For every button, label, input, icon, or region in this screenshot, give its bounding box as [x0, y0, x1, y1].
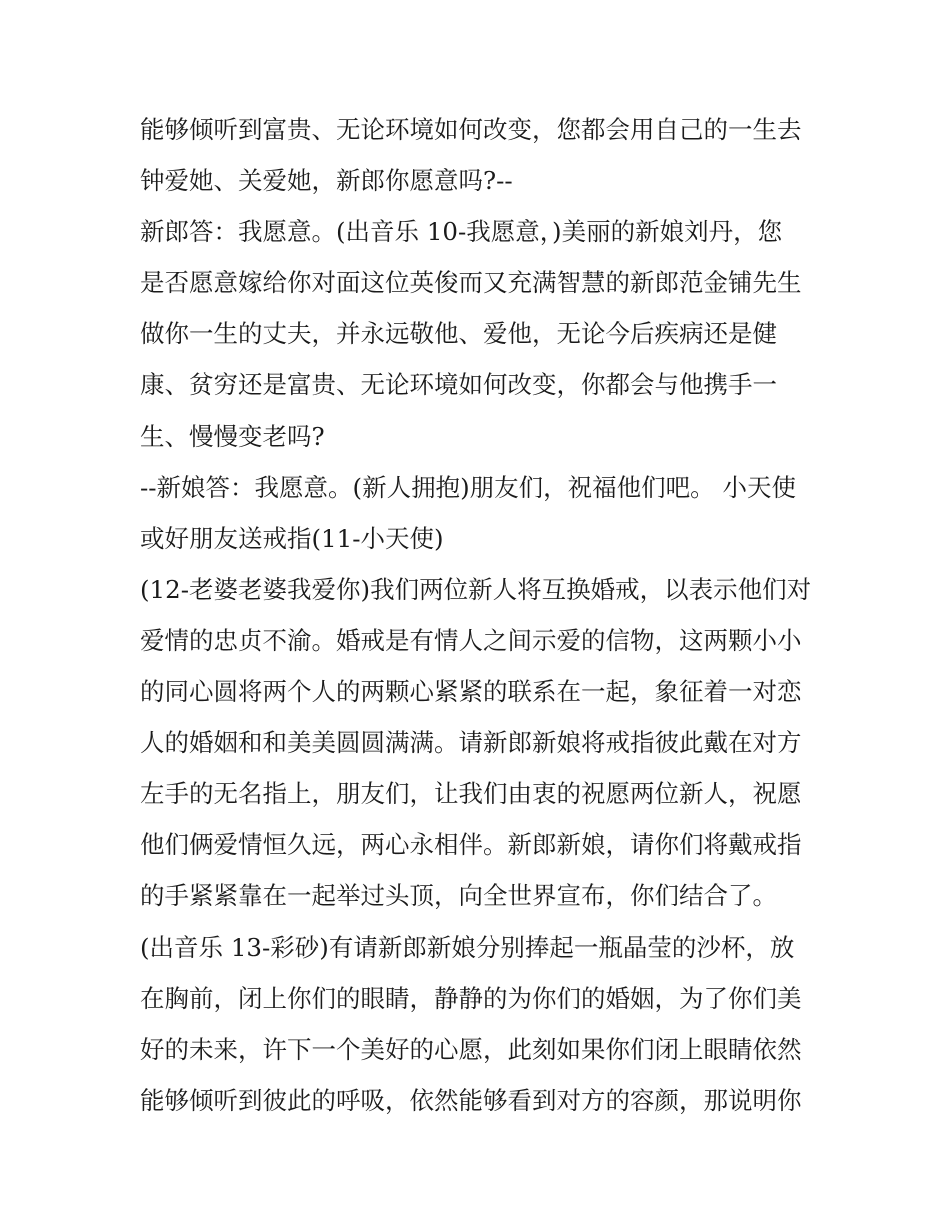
text-line: 生、慢慢变老吗?	[140, 421, 325, 451]
text-line: 做你一生的丈夫，并永远敬他、爱他，无论今后疾病还是健	[140, 319, 777, 349]
text-line: 能够倾听到彼此的呼吸，依然能够看到对方的容颜，那说明你	[140, 1085, 802, 1115]
text-line: (12-老婆老婆我爱你)我们两位新人将互换婚戒，以表示他们对	[140, 574, 812, 604]
text-line: 爱情的忠贞不渝。婚戒是有情人之间示爱的信物，这两颗小小	[140, 625, 802, 655]
document-body-text	[140, 104, 820, 1126]
text-line: 他们俩爱情恒久远，两心永相伴。新郎新娘，请你们将戴戒指	[140, 830, 802, 860]
text-line: 好的未来，许下一个美好的心愿，此刻如果你们闭上眼睛依然	[140, 1034, 802, 1064]
text-line: 或好朋友送戒指(11-小天使)	[140, 523, 444, 553]
text-line: 的同心圆将两个人的两颗心紧紧的联系在一起，象征着一对恋	[140, 677, 802, 707]
text-line: 钟爱她、关爱她，新郎你愿意吗?--	[140, 166, 513, 196]
text-line: 是否愿意嫁给你对面这位英俊而又充满智慧的新郎范金铺先生	[140, 268, 802, 298]
text-line: 人的婚姻和和美美圆圆满满。请新郎新娘将戒指彼此戴在对方	[140, 728, 802, 758]
text-line: 左手的无名指上，朋友们，让我们由衷的祝愿两位新人，祝愿	[140, 779, 802, 809]
text-line: --新娘答：我愿意。(新人拥抱)朋友们，祝福他们吧。 小天使	[140, 472, 796, 502]
text-line: 在胸前，闭上你们的眼睛，静静的为你们的婚姻，为了你们美	[140, 983, 802, 1013]
text-line: 新郎答：我愿意。(出音乐 10-我愿意，)美丽的新娘刘丹，您	[140, 217, 783, 247]
text-line: 能够倾听到富贵、无论环境如何改变，您都会用自己的一生去	[140, 115, 802, 144]
text-line: 康、贫穷还是富贵、无论环境如何改变，你都会与他携手一	[140, 370, 777, 400]
text-line: 的手紧紧靠在一起举过头顶，向全世界宣布，你们结合了。	[140, 881, 777, 911]
text-line: (出音乐 13-彩砂)有请新郎新娘分别捧起一瓶晶莹的沙杯，放	[140, 932, 795, 962]
